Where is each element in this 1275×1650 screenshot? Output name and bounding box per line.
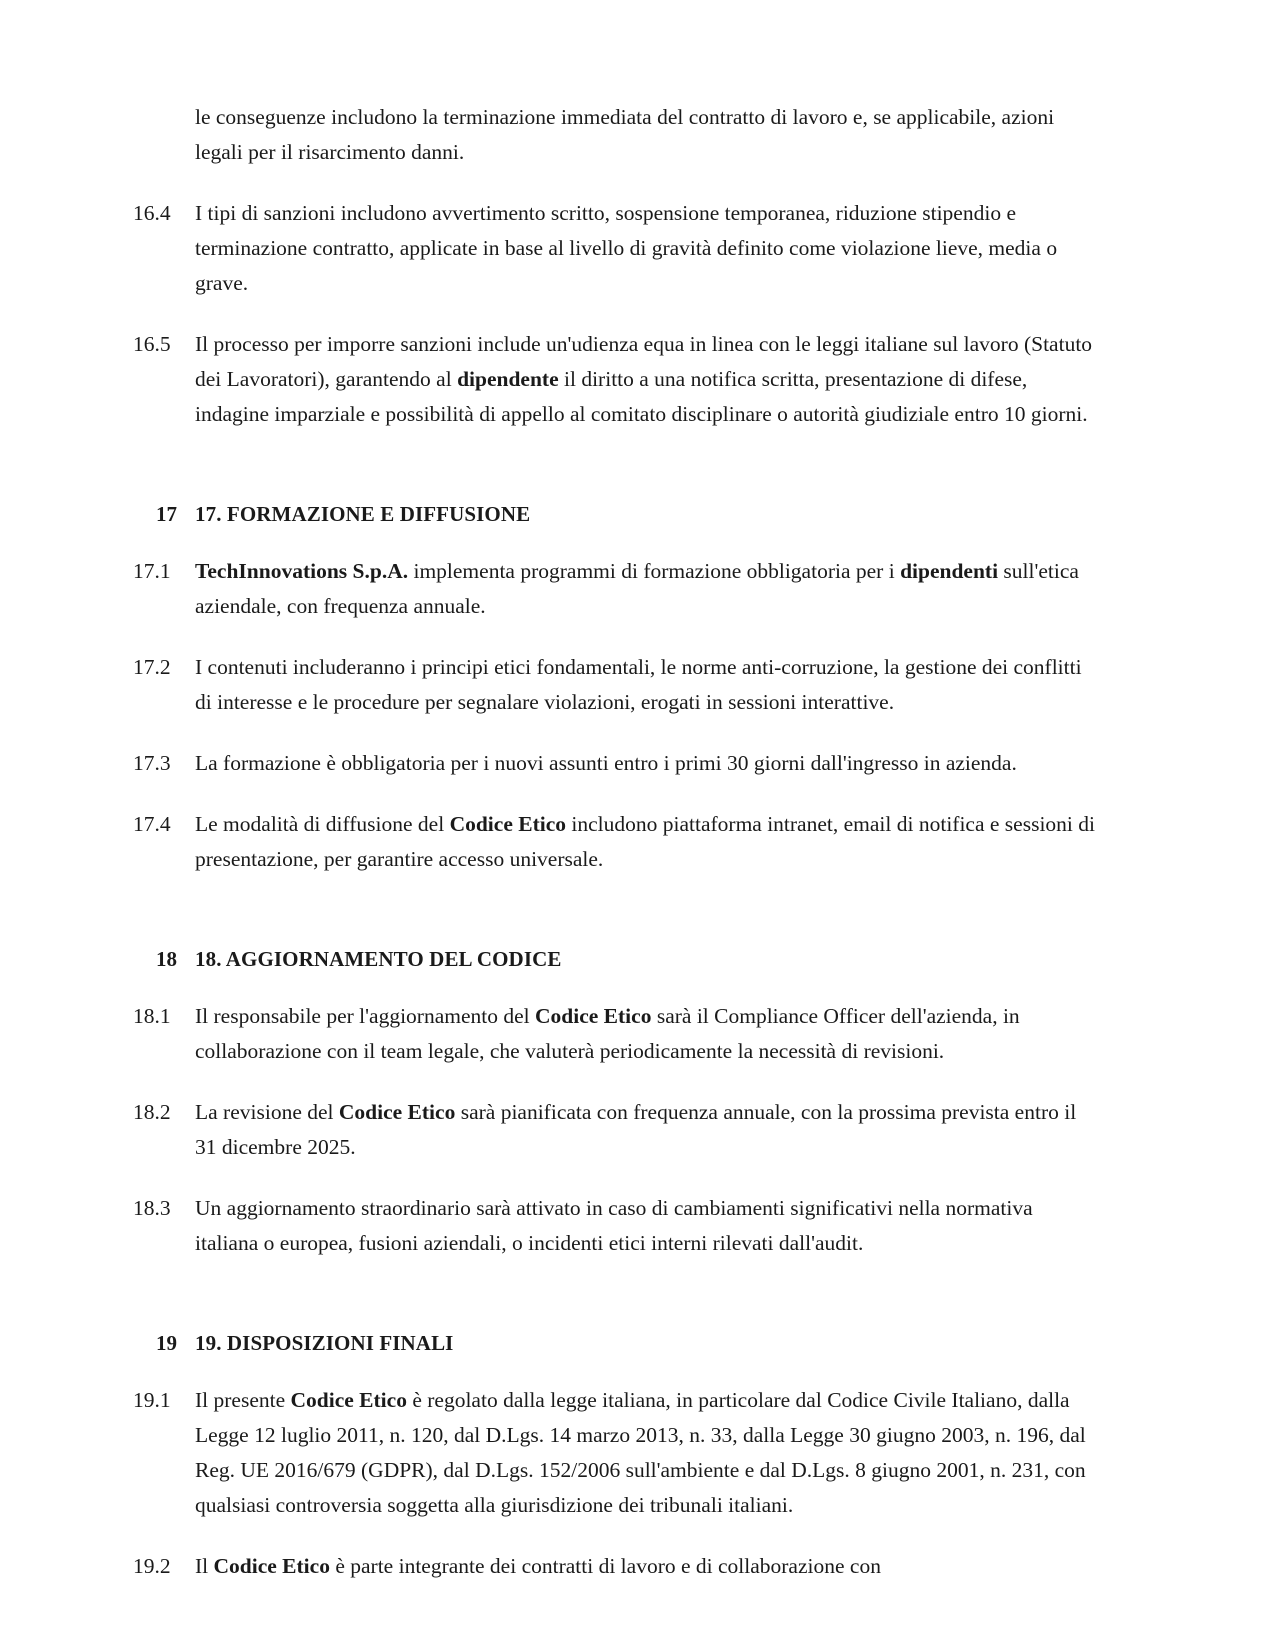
- body-text: è parte integrante dei contratti di lavoro e di collaborazione con: [329, 1554, 881, 1578]
- clause-number: 17.3: [133, 751, 171, 775]
- body-text: La revisione del: [195, 1100, 339, 1124]
- clause-text: [195, 196, 1095, 301]
- body-text: sull'etica aziendale, con frequenza annuale.: [195, 559, 1079, 618]
- emphasis-text: dipendenti: [900, 559, 999, 583]
- body-text: I contenuti includeranno i principi etici fondamentali, le norme anti-corruzione, la gestione dei conflitti di interesse e le procedure per segnalare violazioni, erogati in sessioni interattive.: [195, 655, 1082, 714]
- body-text: il diritto a una notifica scritta, presentazione di difese, indagine imparziale e possibilità di appello al comitato disciplinare o autorità giudiziale entro 10 giorni.: [195, 367, 1088, 426]
- clause-text: [195, 999, 1095, 1069]
- body-text: La formazione è obbligatoria per i nuovi assunti entro i primi 30 giorni dall'ingresso in azienda.: [195, 751, 1017, 775]
- clause-number: 18.2: [133, 1100, 171, 1124]
- clause-text: [195, 650, 1095, 720]
- clause-19.1: [133, 1383, 1095, 1523]
- clause-group-16: [133, 196, 1095, 432]
- clause-number: 19.1: [133, 1388, 171, 1412]
- emphasis-text: Codice Etico: [449, 812, 566, 836]
- clause-number: 19.2: [133, 1554, 171, 1578]
- body-text: Il presente: [195, 1388, 291, 1412]
- clause-number: 16.5: [133, 332, 171, 356]
- section-heading-18: [133, 903, 1095, 975]
- clause-16.5: [133, 327, 1095, 432]
- clause-17.1: [133, 554, 1095, 624]
- continuation-paragraph-text: le conseguenze includono la terminazione immediata del contratto di lavoro e, se applicabile, azioni legali per il risarcimento danni.: [195, 105, 1055, 164]
- section-title: 17. FORMAZIONE E DIFFUSIONE: [195, 502, 531, 526]
- body-text: Un aggiornamento straordinario sarà attivato in caso di cambiamenti significativi nella normativa italiana o europea, fusioni aziendali, o incidenti etici interni rilevati dall'audit.: [195, 1196, 1033, 1255]
- clause-text: [195, 554, 1095, 624]
- body-text: Il responsabile per l'aggiornamento del: [195, 1004, 536, 1028]
- clause-number: 17.4: [133, 812, 171, 836]
- emphasis-text: dipendente: [457, 367, 559, 391]
- section-heading-19: [133, 1287, 1095, 1359]
- clause-19.2: [133, 1549, 1095, 1584]
- section-heading-17: [133, 458, 1095, 530]
- document-body: [133, 100, 1095, 1584]
- body-text: includono piattaforma intranet, email di notifica e sessioni di presentazione, per garantire accesso universale.: [195, 812, 1095, 871]
- body-text: Le modalità di diffusione del: [195, 812, 450, 836]
- body-text: Il: [195, 1554, 214, 1578]
- section-number: 17: [156, 502, 177, 526]
- body-text: è regolato dalla legge italiana, in particolare dal Codice Civile Italiano, dalla Legge 12 luglio 2011, n. 120, dal D.Lgs. 14 marzo 2013, n. 33, dalla Legge 30 giugno 2003, n. 196, dal Reg. UE 2016/679 (GDPR), dal D.Lgs. 152/2006 sull'ambiente e dal D.Lgs. 8 giugno 2001, n. 231, con qualsiasi controversia soggetta alla giurisdizione dei tribunali italiani.: [195, 1388, 1086, 1517]
- clause-text: [195, 1095, 1095, 1165]
- emphasis-text: Codice Etico: [535, 1004, 652, 1028]
- body-text: sarà pianificata con frequenza annuale, con la prossima prevista entro il 31 dicembre 2025.: [195, 1100, 1077, 1159]
- body-text: sarà il Compliance Officer dell'azienda, in collaborazione con il team legale, che valuterà periodicamente la necessità di revisioni.: [195, 1004, 1020, 1063]
- body-text: I tipi di sanzioni includono avvertimento scritto, sospensione temporanea, riduzione stipendio e terminazione contratto, applicate in base al livello di gravità definito come violazione lieve, media o grave.: [195, 201, 1058, 295]
- clause-text: [195, 1549, 1095, 1584]
- clause-16.4: [133, 196, 1095, 301]
- clause-text: [195, 807, 1095, 877]
- clause-number: 16.4: [133, 201, 171, 225]
- clause-18.3: [133, 1191, 1095, 1261]
- emphasis-text: TechInnovations S.p.A.: [195, 559, 409, 583]
- section-group: [133, 458, 1095, 1584]
- clause-17.4: [133, 807, 1095, 877]
- clause-17.3: [133, 746, 1095, 781]
- clause-text: [195, 746, 1095, 781]
- clause-text: [195, 327, 1095, 432]
- clause-18.2: [133, 1095, 1095, 1165]
- clause-number: 18.1: [133, 1004, 171, 1028]
- clause-number: 17.2: [133, 655, 171, 679]
- clause-17.2: [133, 650, 1095, 720]
- clause-number: 17.1: [133, 559, 171, 583]
- section-number: 19: [156, 1331, 177, 1355]
- body-text: implementa programmi di formazione obbligatoria per i: [408, 559, 901, 583]
- body-text: Il processo per imporre sanzioni include un'udienza equa in linea con le leggi italiane sul lavoro (Statuto dei Lavoratori), garantendo al: [195, 332, 1093, 391]
- section-number: 18: [156, 947, 177, 971]
- section-title: 19. DISPOSIZIONI FINALI: [195, 1331, 454, 1355]
- emphasis-text: Codice Etico: [213, 1554, 330, 1578]
- emphasis-text: Codice Etico: [290, 1388, 407, 1412]
- continuation-paragraph: [133, 100, 1095, 170]
- emphasis-text: Codice Etico: [338, 1100, 456, 1124]
- continuation-number-gutter: [133, 100, 195, 170]
- clause-number: 18.3: [133, 1196, 171, 1220]
- clause-18.1: [133, 999, 1095, 1069]
- clause-text: [195, 1383, 1095, 1523]
- section-title: 18. AGGIORNAMENTO DEL CODICE: [195, 947, 562, 971]
- clause-text: [195, 1191, 1095, 1261]
